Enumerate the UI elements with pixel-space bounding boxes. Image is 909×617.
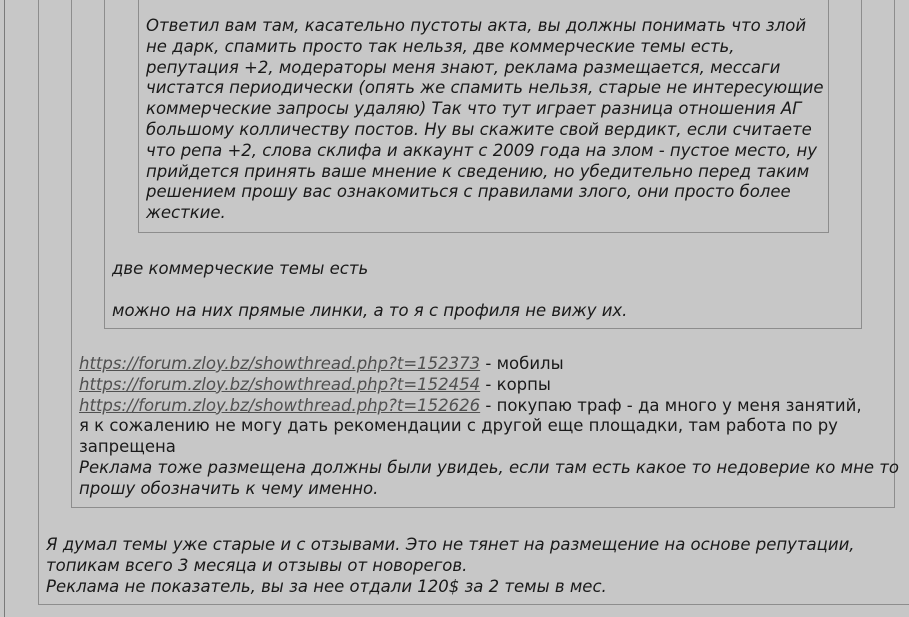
text-line: Реклама тоже размещена должны были увидеь, если там есть какое то недоверие ко мне то bbox=[79, 457, 899, 477]
quote-level-4-text bbox=[146, 16, 824, 224]
thread-link[interactable]: https://forum.zloy.bz/showthread.php?t=152373 bbox=[79, 354, 481, 373]
link-line bbox=[79, 375, 899, 396]
quote-line: репутация +2, модераторы меня знают, реклама размещается, мессаги bbox=[146, 57, 781, 77]
quote-line: топикам всего 3 месяца и отзывы от новорегов. bbox=[46, 555, 468, 575]
quote-line: чистатся периодически (опять же спамить нельзя, старые не интересующие bbox=[146, 78, 824, 98]
quote-line: прийдется принять ваше мнение к сведению, но убедительно перед таким bbox=[146, 161, 810, 181]
thread-link[interactable]: https://forum.zloy.bz/showthread.php?t=152454 bbox=[79, 374, 481, 394]
quote-line: большому колличеству постов. Ну вы скажите свой вердикт, если считаете bbox=[146, 119, 812, 139]
link-line bbox=[79, 354, 899, 375]
text-line: я к сожалению не могу дать рекомендации с другой еще площадки, там работа по ру bbox=[79, 416, 838, 436]
quote-line: не дарк, спамить просто так нельзя, две коммерческие темы есть, bbox=[146, 36, 735, 56]
text-line: прошу обозначить к чему именно. bbox=[79, 478, 379, 498]
text-line: запрещена bbox=[79, 437, 176, 457]
link-description: - мобилы bbox=[480, 354, 564, 373]
link-description: - покупаю траф - да много у меня занятий, bbox=[480, 395, 862, 415]
quote-line: жесткие. bbox=[146, 203, 226, 223]
quote-line: коммерческие запросы удаляю) Так что тут играет разница отношения АГ bbox=[146, 99, 802, 119]
quote-line: Ответил вам там, касательно пустоты акта, вы должны понимать что злой bbox=[146, 16, 807, 35]
outer-border-line bbox=[4, 0, 5, 617]
quote-line: решением прошу вас ознакомиться с правилами злого, они просто более bbox=[146, 182, 791, 202]
link-line bbox=[79, 396, 899, 417]
quote-line: две коммерческие темы есть bbox=[112, 259, 369, 278]
quote-level-3-text bbox=[112, 259, 627, 321]
link-description: - корпы bbox=[480, 374, 551, 394]
quote-line: Реклама не показатель, вы за нее отдали 120$ за 2 темы в мес. bbox=[46, 576, 607, 596]
quote-line: Я думал темы уже старые и с отзывами. Это не тянет на размещение на основе репутации, bbox=[46, 535, 855, 554]
spacer bbox=[112, 280, 627, 301]
thread-link[interactable]: https://forum.zloy.bz/showthread.php?t=152626 bbox=[79, 395, 481, 415]
quote-line: можно на них прямые линки, а то я с профиля не вижу их. bbox=[112, 300, 628, 320]
quote-level-2-text bbox=[79, 354, 899, 500]
quote-line: что репа +2, слова склифа и аккаунт с 2009 года на злом - пустое место, ну bbox=[146, 140, 818, 160]
quote-level-1-text bbox=[46, 535, 855, 597]
